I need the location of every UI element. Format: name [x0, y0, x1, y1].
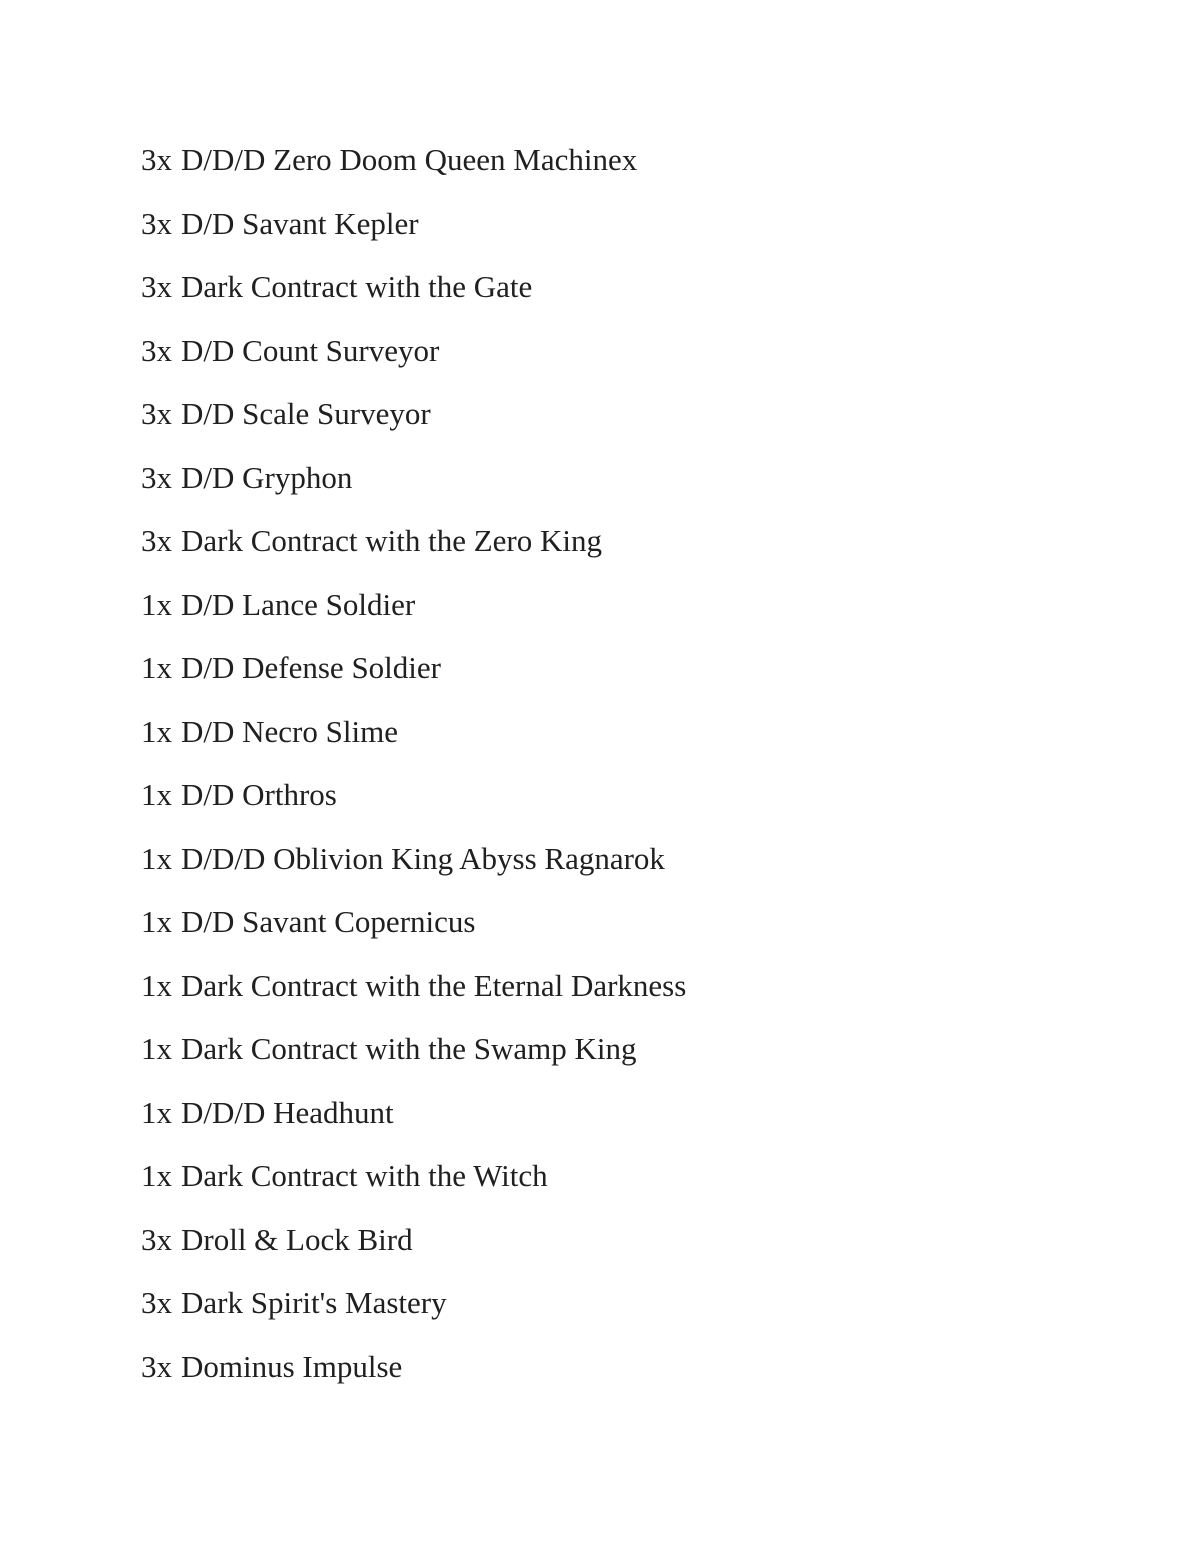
list-item — [141, 264, 686, 328]
card-quantity: 3x — [141, 142, 172, 177]
list-item — [141, 1153, 686, 1217]
card-quantity: 1x — [141, 713, 172, 749]
list-item — [141, 1026, 686, 1090]
deck-list — [141, 137, 686, 1407]
list-item — [141, 1280, 686, 1344]
card-quantity: 1x — [141, 840, 172, 876]
card-name: Dark Contract with the Gate — [181, 269, 533, 304]
card-quantity: 3x — [141, 459, 172, 495]
card-quantity: 1x — [141, 904, 172, 939]
card-name: D/D Necro Slime — [181, 713, 398, 749]
list-item — [141, 137, 686, 201]
card-name: D/D/D Zero Doom Queen Machinex — [181, 142, 638, 177]
card-name: Dark Contract with the Witch — [181, 1158, 548, 1193]
card-quantity: 3x — [141, 1348, 172, 1384]
card-quantity: 1x — [141, 967, 172, 1003]
card-name: Dark Contract with the Zero King — [181, 523, 602, 558]
card-quantity: 3x — [141, 205, 172, 241]
card-name: Dark Spirit's Mastery — [181, 1285, 447, 1320]
list-item — [141, 836, 686, 900]
list-item — [141, 1090, 686, 1154]
card-name: Dominus Impulse — [181, 1348, 403, 1384]
card-name: D/D Gryphon — [181, 459, 353, 495]
list-item — [141, 772, 686, 836]
list-item — [141, 518, 686, 582]
card-name: Droll & Lock Bird — [181, 1221, 413, 1257]
list-item — [141, 709, 686, 773]
card-quantity: 1x — [141, 586, 172, 622]
card-name: D/D Count Surveyor — [181, 332, 440, 368]
list-item — [141, 963, 686, 1027]
card-quantity: 3x — [141, 1285, 172, 1320]
card-name: Dark Contract with the Swamp King — [181, 1031, 637, 1066]
card-name: D/D Orthros — [181, 777, 337, 812]
card-name: Dark Contract with the Eternal Darkness — [181, 967, 687, 1003]
list-item — [141, 1217, 686, 1281]
list-item — [141, 582, 686, 646]
card-name: D/D Scale Surveyor — [181, 396, 431, 431]
card-quantity: 3x — [141, 396, 172, 431]
card-quantity: 1x — [141, 1094, 172, 1130]
list-item — [141, 328, 686, 392]
card-name: D/D Savant Kepler — [181, 205, 419, 241]
list-item — [141, 201, 686, 265]
card-quantity: 3x — [141, 523, 172, 558]
list-item — [141, 645, 686, 709]
card-quantity: 1x — [141, 1158, 172, 1193]
card-name: D/D/D Oblivion King Abyss Ragnarok — [181, 840, 665, 876]
card-quantity: 1x — [141, 650, 172, 685]
card-name: D/D Savant Copernicus — [181, 904, 476, 939]
list-item — [141, 1344, 686, 1408]
card-name: D/D/D Headhunt — [181, 1094, 394, 1130]
card-name: D/D Lance Soldier — [181, 586, 416, 622]
card-quantity: 3x — [141, 332, 172, 368]
card-quantity: 3x — [141, 269, 172, 304]
list-item — [141, 455, 686, 519]
card-quantity: 1x — [141, 1031, 172, 1066]
list-item — [141, 899, 686, 963]
card-quantity: 3x — [141, 1221, 172, 1257]
card-quantity: 1x — [141, 777, 172, 812]
card-name: D/D Defense Soldier — [181, 650, 441, 685]
list-item — [141, 391, 686, 455]
